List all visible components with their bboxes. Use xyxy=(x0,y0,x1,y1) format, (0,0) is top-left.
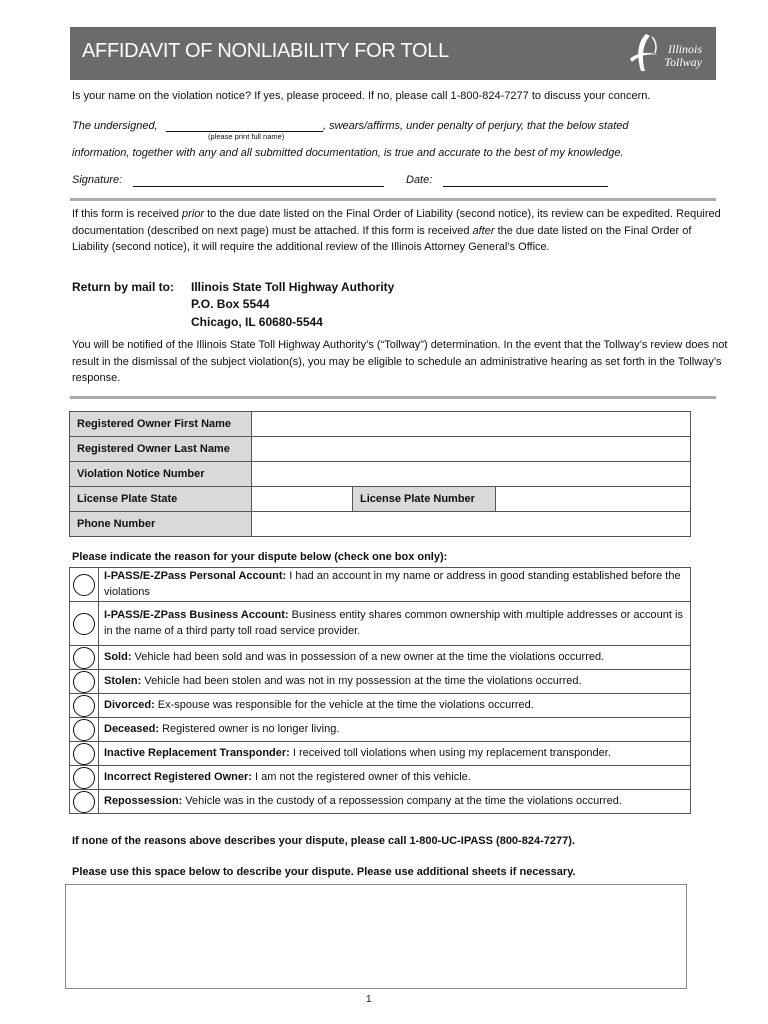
reason-text: I-PASS/E-ZPass Personal Account: I had an account in my name or address in good standing established before the violations xyxy=(99,568,691,602)
date-label: Date: xyxy=(406,174,433,186)
page-number: 1 xyxy=(366,994,372,1005)
plate-number-field[interactable] xyxy=(496,487,691,512)
reason-text: Incorrect Registered Owner: I am not the registered owner of this vehicle. xyxy=(99,766,691,790)
signature-line[interactable] xyxy=(133,186,384,187)
reason-radio-circle[interactable] xyxy=(73,647,95,669)
divider xyxy=(70,396,716,399)
notify-paragraph: You will be notified of the Illinois State Toll Highway Authority’s (“Tollway”) determination. In the event that the Tollway’s review does not result in the dismissal of the subject violation(s), you may be eligible to schedule an administrative hearing as set forth in the Tollway’s response. xyxy=(72,339,728,384)
affirm-prefix: The undersigned, xyxy=(72,120,158,132)
review-paragraph: If this form is received prior to the due date listed on the Final Order of Liability (second notice), its review can be expedited. Required documentation (described on next page) must be attached. If this form is received after the due date listed on the Final Order of Liability (second notice), it will require the additional review of the Illinois Attorney General’s Office. xyxy=(72,208,721,253)
plate-number-label: License Plate Number xyxy=(353,487,496,512)
first-name-field[interactable] xyxy=(252,412,691,437)
intro-text: Is your name on the violation notice? If yes, please proceed. If no, please call 1-800-824-7277 to discuss your concern. xyxy=(72,90,651,102)
plate-state-field[interactable] xyxy=(252,487,353,512)
reason-row xyxy=(70,694,691,718)
mail-line1: Illinois State Toll Highway Authority xyxy=(191,280,395,294)
last-name-label: Registered Owner Last Name xyxy=(70,437,252,462)
reason-text: Sold: Vehicle had been sold and was in possession of a new owner at the time the violations occurred. xyxy=(99,646,691,670)
reason-row xyxy=(70,568,691,602)
mail-line2: P.O. Box 5544 xyxy=(191,297,270,311)
affirm-line2: information, together with any and all submitted documentation, is true and accurate to the best of my knowledge. xyxy=(72,147,624,159)
none-note: If none of the reasons above describes your dispute, please call 1-800-UC-IPASS (800-824-7277). xyxy=(72,835,575,847)
divider xyxy=(70,198,716,201)
reason-text: Divorced: Ex-spouse was responsible for the vehicle at the time the violations occurred. xyxy=(99,694,691,718)
first-name-label: Registered Owner First Name xyxy=(70,412,252,437)
reasons-table xyxy=(69,567,691,814)
owner-info-table xyxy=(69,411,691,537)
tollway-emblem-icon xyxy=(624,31,664,77)
mail-label: Return by mail to: xyxy=(72,280,175,294)
logo-text-illinois: Illinois xyxy=(667,42,702,56)
reason-text: Repossession: Vehicle was in the custody of a repossession company at the time the violations occurred. xyxy=(99,790,691,814)
affirm-suffix: , swears/affirms, under penalty of perjury, that the below stated xyxy=(323,120,629,132)
plate-state-label: License Plate State xyxy=(70,487,252,512)
reason-row xyxy=(70,766,691,790)
reason-row xyxy=(70,602,691,646)
reason-radio-circle[interactable] xyxy=(73,791,95,813)
date-line[interactable] xyxy=(443,186,608,187)
reason-text: I-PASS/E-ZPass Business Account: Business entity shares common ownership with multiple addresses or account is in the name of a third party toll road service provider. xyxy=(99,602,691,646)
illinois-tollway-logo xyxy=(624,31,702,77)
notice-number-field[interactable] xyxy=(252,462,691,487)
reason-radio-circle[interactable] xyxy=(73,574,95,596)
notice-number-label: Violation Notice Number xyxy=(70,462,252,487)
reasons-heading: Please indicate the reason for your dispute below (check one box only): xyxy=(72,551,448,563)
phone-field[interactable] xyxy=(252,512,691,537)
dispute-description-box[interactable] xyxy=(65,884,687,989)
reason-radio-circle[interactable] xyxy=(73,671,95,693)
reason-radio-circle[interactable] xyxy=(73,613,95,635)
describe-note: Please use this space below to describe your dispute. Please use additional sheets if necessary. xyxy=(72,866,576,878)
reason-text: Stolen: Vehicle had been stolen and was not in my possession at the time the violations occurred. xyxy=(99,670,691,694)
phone-label: Phone Number xyxy=(70,512,252,537)
reason-row xyxy=(70,790,691,814)
reason-radio-circle[interactable] xyxy=(73,695,95,717)
mail-line3: Chicago, IL 60680-5544 xyxy=(191,315,323,329)
reason-row xyxy=(70,670,691,694)
header-bar xyxy=(70,27,716,80)
full-name-hint: (please print full name) xyxy=(208,132,285,141)
signature-label: Signature: xyxy=(72,174,123,186)
reason-row xyxy=(70,742,691,766)
reason-row xyxy=(70,646,691,670)
form-title: AFFIDAVIT OF NONLIABILITY FOR TOLL xyxy=(82,40,449,62)
reason-radio-circle[interactable] xyxy=(73,743,95,765)
logo-text-tollway: Tollway xyxy=(664,55,702,69)
reason-row xyxy=(70,718,691,742)
reason-text: Inactive Replacement Transponder: I received toll violations when using my replacement transponder. xyxy=(99,742,691,766)
reason-text: Deceased: Registered owner is no longer living. xyxy=(99,718,691,742)
reason-radio-circle[interactable] xyxy=(73,767,95,789)
reason-radio-circle[interactable] xyxy=(73,719,95,741)
last-name-field[interactable] xyxy=(252,437,691,462)
